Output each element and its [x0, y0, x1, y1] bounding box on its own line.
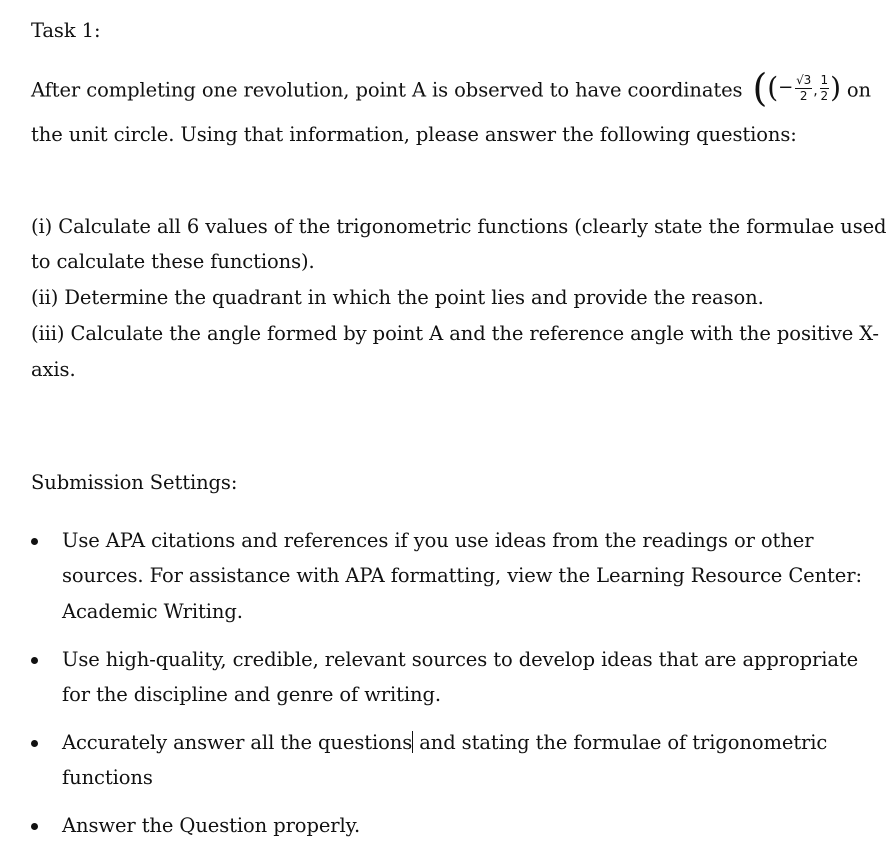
bullet-3-text-after-cursor: and stating the formulae of trigonometric	[413, 731, 828, 754]
coordinate-separator: ,	[813, 83, 818, 99]
y-coordinate-fraction	[820, 74, 830, 103]
intro-line-1	[31, 66, 872, 110]
question-3-line-2: axis.	[31, 358, 76, 381]
coordinate-expression	[752, 66, 841, 110]
minus-sign: −	[778, 77, 794, 98]
bullet-1-line-3: Academic Writing.	[62, 600, 243, 623]
x-numerator: √3	[796, 72, 812, 87]
bullet-dot-icon	[31, 740, 38, 747]
inner-open-paren: (	[767, 71, 779, 104]
question-2-line-1: (ii) Determine the quadrant in which the point lies and provide the reason.	[31, 286, 764, 309]
bullet-2-line-1: Use high-quality, credible, relevant sources to develop ideas that are appropriate	[62, 648, 859, 671]
intro-line-1-text: After completing one revolution, point A is observed to have coordinates	[31, 78, 743, 102]
bullet-1-line-2: sources. For assistance with APA formatting, view the Learning Resource Center:	[62, 564, 862, 587]
bullet-dot-icon	[31, 538, 38, 545]
outer-open-paren: (	[752, 66, 768, 110]
bullet-3-line-1	[62, 731, 827, 755]
x-coordinate-fraction	[795, 74, 812, 103]
bullet-dot-icon	[31, 657, 38, 664]
task-heading: Task 1:	[31, 19, 101, 42]
bullet-3-text-before-cursor: Accurately answer all the questions	[62, 731, 413, 754]
bullet-dot-icon	[31, 823, 38, 830]
x-denominator: 2	[799, 88, 808, 103]
bullet-3-line-2: functions	[62, 766, 153, 789]
y-numerator: 1	[820, 72, 829, 87]
bullet-4-line-1: Answer the Question properly.	[62, 814, 361, 837]
question-1-line-2: to calculate these functions).	[31, 250, 315, 273]
y-denominator: 2	[820, 88, 829, 103]
question-3-line-1: (iii) Calculate the angle formed by point A and the reference angle with the positive X-	[31, 322, 879, 345]
intro-line-1-suffix: on	[846, 78, 872, 102]
inner-close-paren: )	[830, 71, 841, 104]
bullet-1-line-1: Use APA citations and references if you use ideas from the readings or other	[62, 529, 814, 552]
question-1-line-1: (i) Calculate all 6 values of the trigonometric functions (clearly state the formulae used	[31, 215, 886, 238]
bullet-2-line-2: for the discipline and genre of writing.	[62, 683, 441, 706]
intro-line-2: the unit circle. Using that information, please answer the following questions:	[31, 123, 797, 146]
submission-heading: Submission Settings:	[31, 471, 238, 494]
